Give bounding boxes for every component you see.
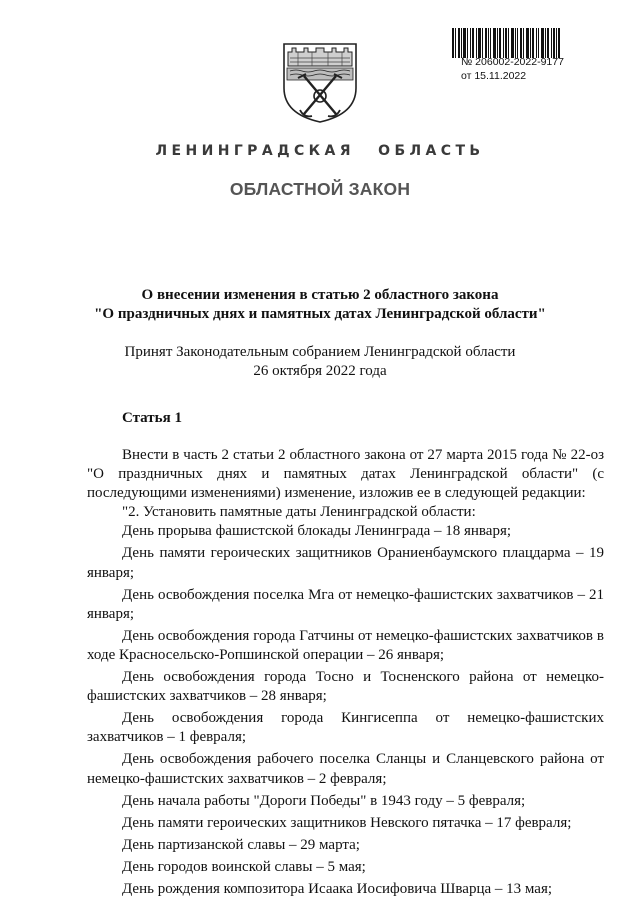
- body-paragraph: Внести в часть 2 статьи 2 областного закона от 27 марта 2015 года № 22-оз "О праздничных днях и памятных датах Ленинградской области" (с последующими изменениями) изменение, изложив ее в следующей редакции:: [87, 447, 604, 502]
- article-heading: Статья 1: [122, 410, 182, 426]
- law-title-line: О внесении изменения в статью 2 областного закона: [141, 287, 499, 303]
- body-paragraph: День партизанской славы – 29 марта;: [122, 836, 360, 853]
- body-paragraph: День рождения композитора Исаака Иосифовича Шварца – 13 мая;: [122, 880, 553, 897]
- body-paragraph: День освобождения рабочего поселка Сланцы и Сланцевского района от немецко-фашистских захватчиков – 2 февраля;: [87, 751, 604, 787]
- body-paragraph: День памяти героических защитников Невского пятачка – 17 февраля;: [122, 814, 572, 831]
- law-title: [60, 286, 580, 324]
- body-paragraph: День прорыва фашистской блокады Ленинграда – 18 января;: [122, 523, 512, 540]
- body-paragraph: День начала работы "Дороги Победы" в 1943 году – 5 февраля;: [122, 792, 526, 809]
- body-paragraph: День освобождения города Кингисеппа от немецко-фашистских захватчиков – 1 февраля;: [87, 710, 604, 746]
- coat-of-arms-emblem: [282, 38, 358, 124]
- registration-date: от 15.11.2022: [461, 70, 527, 82]
- registration-number: № 206002-2022-9177: [461, 56, 564, 68]
- article-body: [87, 446, 604, 899]
- adoption-date: 26 октября 2022 года: [253, 363, 387, 379]
- law-type-heading: ОБЛАСТНОЙ ЗАКОН: [229, 179, 411, 199]
- region-name: ЛЕНИНГРАДСКАЯ ОБЛАСТЬ: [155, 143, 485, 159]
- adoption-line: Принят Законодательным собранием Ленинградской области: [124, 344, 516, 360]
- body-paragraph: "2. Установить памятные даты Ленинградской области:: [122, 504, 476, 521]
- body-paragraph: День освобождения поселка Мга от немецко-фашистских захватчиков – 21 января;: [87, 586, 604, 622]
- body-paragraph: День памяти героических защитников Ораниенбаумского плацдарма – 19 января;: [87, 545, 604, 581]
- body-paragraph: День городов воинской славы – 5 мая;: [122, 858, 366, 875]
- document-barcode: [452, 28, 560, 58]
- law-title-line: "О праздничных днях и памятных датах Ленинградской области": [94, 306, 546, 322]
- adoption-note: [60, 343, 580, 381]
- body-paragraph: День освобождения города Гатчины от немецко-фашистских захватчиков в ходе Красносельско-Ропшинской операции – 26 января;: [87, 627, 604, 663]
- body-paragraph: День освобождения города Тосно и Тосненского района от немецко-фашистских захватчиков – 28 января;: [87, 669, 604, 705]
